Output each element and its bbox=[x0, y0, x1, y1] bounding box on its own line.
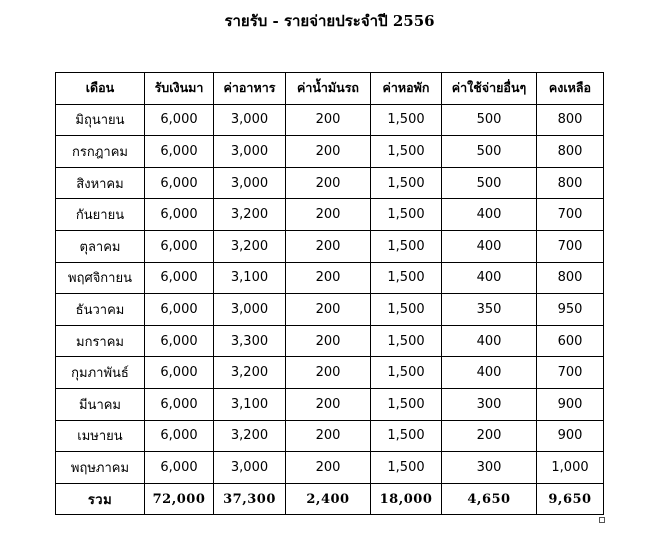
cell-month: มกราคม bbox=[56, 325, 145, 357]
cell-fuel: 200 bbox=[286, 167, 371, 199]
cell-fuel: 200 bbox=[286, 294, 371, 326]
table-row bbox=[56, 388, 604, 420]
table-row bbox=[56, 167, 604, 199]
cell-food: 3,100 bbox=[214, 262, 286, 294]
cell-month: มิถุนายน bbox=[56, 104, 145, 136]
cell-dorm: 1,500 bbox=[371, 420, 442, 452]
cell-dorm: 1,500 bbox=[371, 136, 442, 168]
header-balance: คงเหลือ bbox=[537, 73, 604, 105]
cell-food: 3,200 bbox=[214, 199, 286, 231]
cell-other: 400 bbox=[442, 325, 537, 357]
totals-row bbox=[56, 483, 604, 515]
cell-food: 3,000 bbox=[214, 104, 286, 136]
cell-food: 3,200 bbox=[214, 357, 286, 389]
cell-food: 3,000 bbox=[214, 452, 286, 484]
cell-balance: 800 bbox=[537, 136, 604, 168]
table-row bbox=[56, 104, 604, 136]
cell-dorm: 1,500 bbox=[371, 199, 442, 231]
cell-fuel: 200 bbox=[286, 199, 371, 231]
cell-month: กรกฎาคม bbox=[56, 136, 145, 168]
cell-other: 350 bbox=[442, 294, 537, 326]
cell-balance: 600 bbox=[537, 325, 604, 357]
cell-fuel: 200 bbox=[286, 420, 371, 452]
header-dorm: ค่าหอพัก bbox=[371, 73, 442, 105]
cell-dorm: 1,500 bbox=[371, 357, 442, 389]
cell-income: 6,000 bbox=[145, 452, 214, 484]
table-row bbox=[56, 199, 604, 231]
total-food: 37,300 bbox=[214, 483, 286, 515]
table-row bbox=[56, 325, 604, 357]
table-resize-handle[interactable] bbox=[599, 517, 605, 523]
cell-month: พฤษภาคม bbox=[56, 452, 145, 484]
cell-food: 3,000 bbox=[214, 136, 286, 168]
cell-other: 200 bbox=[442, 420, 537, 452]
document-title: รายรับ - รายจ่ายประจำปี 2556 bbox=[224, 12, 435, 30]
cell-other: 400 bbox=[442, 199, 537, 231]
table-row bbox=[56, 262, 604, 294]
cell-fuel: 200 bbox=[286, 388, 371, 420]
cell-other: 400 bbox=[442, 230, 537, 262]
table-row bbox=[56, 230, 604, 262]
table-row bbox=[56, 294, 604, 326]
cell-income: 6,000 bbox=[145, 167, 214, 199]
cell-month: ตุลาคม bbox=[56, 230, 145, 262]
total-income: 72,000 bbox=[145, 483, 214, 515]
cell-other: 400 bbox=[442, 357, 537, 389]
cell-other: 300 bbox=[442, 388, 537, 420]
cell-income: 6,000 bbox=[145, 294, 214, 326]
cell-fuel: 200 bbox=[286, 230, 371, 262]
cell-dorm: 1,500 bbox=[371, 167, 442, 199]
total-label: รวม bbox=[56, 483, 145, 515]
cell-balance: 900 bbox=[537, 388, 604, 420]
cell-food: 3,000 bbox=[214, 167, 286, 199]
header-other: ค่าใช้จ่ายอื่นๆ bbox=[442, 73, 537, 105]
cell-balance: 800 bbox=[537, 262, 604, 294]
cell-balance: 800 bbox=[537, 167, 604, 199]
cell-dorm: 1,500 bbox=[371, 452, 442, 484]
cell-balance: 700 bbox=[537, 199, 604, 231]
cell-other: 500 bbox=[442, 167, 537, 199]
cell-fuel: 200 bbox=[286, 262, 371, 294]
cell-fuel: 200 bbox=[286, 357, 371, 389]
total-fuel: 2,400 bbox=[286, 483, 371, 515]
cell-month: กุมภาพันธ์ bbox=[56, 357, 145, 389]
cell-month: ธันวาคม bbox=[56, 294, 145, 326]
cell-food: 3,300 bbox=[214, 325, 286, 357]
cell-dorm: 1,500 bbox=[371, 388, 442, 420]
header-row bbox=[56, 73, 604, 105]
cell-balance: 700 bbox=[537, 230, 604, 262]
cell-food: 3,100 bbox=[214, 388, 286, 420]
cell-income: 6,000 bbox=[145, 388, 214, 420]
income-expense-table bbox=[55, 72, 604, 515]
cell-balance: 950 bbox=[537, 294, 604, 326]
cell-dorm: 1,500 bbox=[371, 104, 442, 136]
cell-dorm: 1,500 bbox=[371, 325, 442, 357]
cell-food: 3,000 bbox=[214, 294, 286, 326]
cell-fuel: 200 bbox=[286, 104, 371, 136]
cell-balance: 700 bbox=[537, 357, 604, 389]
table-row bbox=[56, 136, 604, 168]
cell-food: 3,200 bbox=[214, 420, 286, 452]
cell-other: 300 bbox=[442, 452, 537, 484]
cell-income: 6,000 bbox=[145, 325, 214, 357]
total-balance: 9,650 bbox=[537, 483, 604, 515]
cell-other: 400 bbox=[442, 262, 537, 294]
cell-food: 3,200 bbox=[214, 230, 286, 262]
total-dorm: 18,000 bbox=[371, 483, 442, 515]
cell-other: 500 bbox=[442, 104, 537, 136]
cell-month: มีนาคม bbox=[56, 388, 145, 420]
cell-month: เมษายน bbox=[56, 420, 145, 452]
cell-income: 6,000 bbox=[145, 262, 214, 294]
header-fuel: ค่าน้ำมันรถ bbox=[286, 73, 371, 105]
total-other: 4,650 bbox=[442, 483, 537, 515]
cell-month: กันยายน bbox=[56, 199, 145, 231]
cell-month: สิงหาคม bbox=[56, 167, 145, 199]
cell-other: 500 bbox=[442, 136, 537, 168]
header-food: ค่าอาหาร bbox=[214, 73, 286, 105]
cell-balance: 900 bbox=[537, 420, 604, 452]
cell-fuel: 200 bbox=[286, 325, 371, 357]
cell-dorm: 1,500 bbox=[371, 262, 442, 294]
cell-income: 6,000 bbox=[145, 199, 214, 231]
cell-income: 6,000 bbox=[145, 104, 214, 136]
cell-income: 6,000 bbox=[145, 420, 214, 452]
header-income: รับเงินมา bbox=[145, 73, 214, 105]
table-row bbox=[56, 420, 604, 452]
cell-month: พฤศจิกายน bbox=[56, 262, 145, 294]
cell-balance: 800 bbox=[537, 104, 604, 136]
cell-income: 6,000 bbox=[145, 230, 214, 262]
header-month: เดือน bbox=[56, 73, 145, 105]
cell-fuel: 200 bbox=[286, 136, 371, 168]
cell-dorm: 1,500 bbox=[371, 294, 442, 326]
cell-dorm: 1,500 bbox=[371, 230, 442, 262]
cell-balance: 1,000 bbox=[537, 452, 604, 484]
cell-income: 6,000 bbox=[145, 136, 214, 168]
cell-income: 6,000 bbox=[145, 357, 214, 389]
table-row bbox=[56, 357, 604, 389]
table-row bbox=[56, 452, 604, 484]
cell-fuel: 200 bbox=[286, 452, 371, 484]
